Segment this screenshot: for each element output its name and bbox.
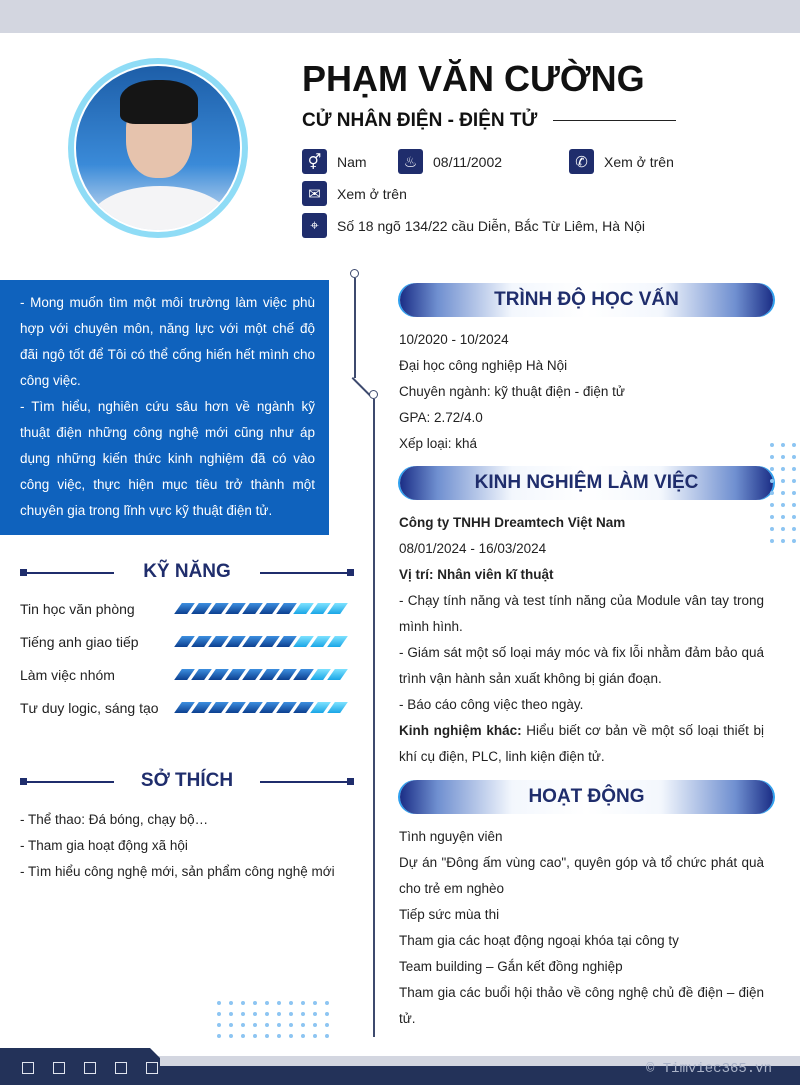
- skill-label: Tư duy logic, sáng tạo: [20, 700, 159, 716]
- decorative-dots: [217, 1001, 329, 1038]
- activity-line: Tình nguyện viên: [399, 829, 503, 844]
- phone: Xem ở trên: [604, 153, 674, 170]
- hobbies-heading: SỞ THÍCH: [20, 772, 354, 792]
- gender: Nam: [337, 153, 367, 170]
- email: Xem ở trên: [337, 185, 407, 202]
- duty: - Giám sát một số loại máy móc và fix lỗi nhằm đảm bảo quá trình vận hành sản xuất không bị gián đoạn.: [399, 645, 764, 686]
- experience-details: [399, 510, 764, 770]
- skill-rating-segment: [327, 702, 348, 713]
- education-heading: TRÌNH ĐỘ HỌC VẤN: [400, 283, 773, 317]
- position: Vị trí: Nhân viên kĩ thuật: [399, 567, 554, 582]
- other-text: Hiểu biết cơ bản về một số loại thiết bị khí cụ điện, PLC, linh kiện điện tử.: [399, 723, 765, 764]
- education-line: Xếp loại: khá: [399, 436, 478, 451]
- top-bar: [0, 0, 800, 33]
- candidate-name: PHẠM VĂN CƯỜNG: [302, 58, 645, 99]
- objective-paragraph: - Tìm hiểu, nghiên cứu sâu hơn về ngành kỹ thuật điện những công nghệ mới cũng như áp dụng những kiến thức kinh nghiệm đã có vào công việc, thực hiện mục tiêu trở thành một chuyên gia trong lĩnh vực kỹ thuật điện tử.: [20, 399, 315, 518]
- timeline-line: [354, 278, 356, 378]
- activity-line: Tham gia các hoạt động ngoại khóa tại công ty: [399, 933, 679, 948]
- skill-rating-segment: [327, 603, 348, 614]
- education-line: Đại học công nghiệp Hà Nội: [399, 358, 568, 373]
- skill-label: Tin học văn phòng: [20, 601, 135, 617]
- job-title: CỬ NHÂN ĐIỆN - ĐIỆN TỬ: [302, 110, 538, 131]
- other-experience: [399, 718, 764, 770]
- skill-rating: [178, 702, 344, 713]
- experience-heading: KINH NGHIỆM LÀM VIỆC: [400, 466, 773, 500]
- skill-rating: [178, 669, 344, 680]
- skills-heading: KỸ NĂNG: [20, 563, 354, 583]
- skill-label: Làm việc nhóm: [20, 667, 115, 683]
- hobby-item: - Tìm hiểu công nghệ mới, sản phẩm công nghệ mới: [20, 864, 335, 879]
- objective-paragraph: - Mong muốn tìm một môi trường làm việc phù hợp với chuyên môn, năng lực với một chế độ đãi ngộ tốt để Tôi có thể cống hiến hết mình cho công việc.: [20, 295, 315, 388]
- timeline-node: [350, 269, 359, 278]
- duty: - Chạy tính năng và test tính năng của Module vân tay trong mình hình.: [399, 593, 764, 634]
- activity-line: Tham gia các buổi hội thảo về công nghệ chủ đề điện – điện tử.: [399, 985, 764, 1026]
- timeline-line: [373, 399, 375, 1037]
- skill-rating: [178, 636, 344, 647]
- education-line: GPA: 2.72/4.0: [399, 410, 483, 425]
- birthday-cake-icon: ♨: [398, 149, 423, 174]
- email-icon: ✉: [302, 181, 327, 206]
- education-line: Chuyên ngành: kỹ thuật điện - điện tử: [399, 384, 625, 399]
- gender-icon: ⚥: [302, 149, 327, 174]
- skill-rating-segment: [327, 636, 348, 647]
- birthday: 08/11/2002: [433, 153, 503, 170]
- period: 08/01/2024 - 16/03/2024: [399, 541, 547, 556]
- skill-label: Tiếng anh giao tiếp: [20, 634, 139, 650]
- address: Số 18 ngõ 134/22 cầu Diễn, Bắc Từ Liêm, Hà Nội: [337, 217, 645, 234]
- education-details: [399, 327, 764, 457]
- decorative-dots: [770, 443, 796, 543]
- hobby-item: - Thể thao: Đá bóng, chạy bộ…: [20, 812, 209, 827]
- activity-line: Team building – Gắn kết đồng nghiệp: [399, 959, 623, 974]
- skill-rating-segment: [327, 669, 348, 680]
- company: Công ty TNHH Dreamtech Việt Nam: [399, 515, 626, 530]
- phone-icon: ✆: [569, 149, 594, 174]
- copyright: © Timviec365.vn: [645, 1061, 772, 1077]
- skill-rating: [178, 603, 344, 614]
- divider: [553, 120, 676, 121]
- location-pin-icon: ⌖: [302, 213, 327, 238]
- hobby-item: - Tham gia hoạt động xã hội: [20, 838, 188, 853]
- timeline-node: [369, 390, 378, 399]
- activity-line: Tiếp sức mùa thi: [399, 907, 500, 922]
- career-objective: [0, 280, 329, 535]
- other-label: Kinh nghiệm khác:: [399, 723, 522, 738]
- profile-photo: [68, 58, 248, 238]
- education-line: 10/2020 - 10/2024: [399, 332, 509, 347]
- activities-heading: HOẠT ĐỘNG: [400, 780, 773, 814]
- footer: [0, 1048, 800, 1085]
- duty: - Báo cáo công việc theo ngày.: [399, 697, 584, 712]
- hobbies-list: [20, 807, 335, 885]
- activity-line: Dự án "Đông ấm vùng cao", quyên góp và tổ chức phát quà cho trẻ em nghèo: [399, 855, 764, 896]
- activities-details: [399, 824, 764, 1032]
